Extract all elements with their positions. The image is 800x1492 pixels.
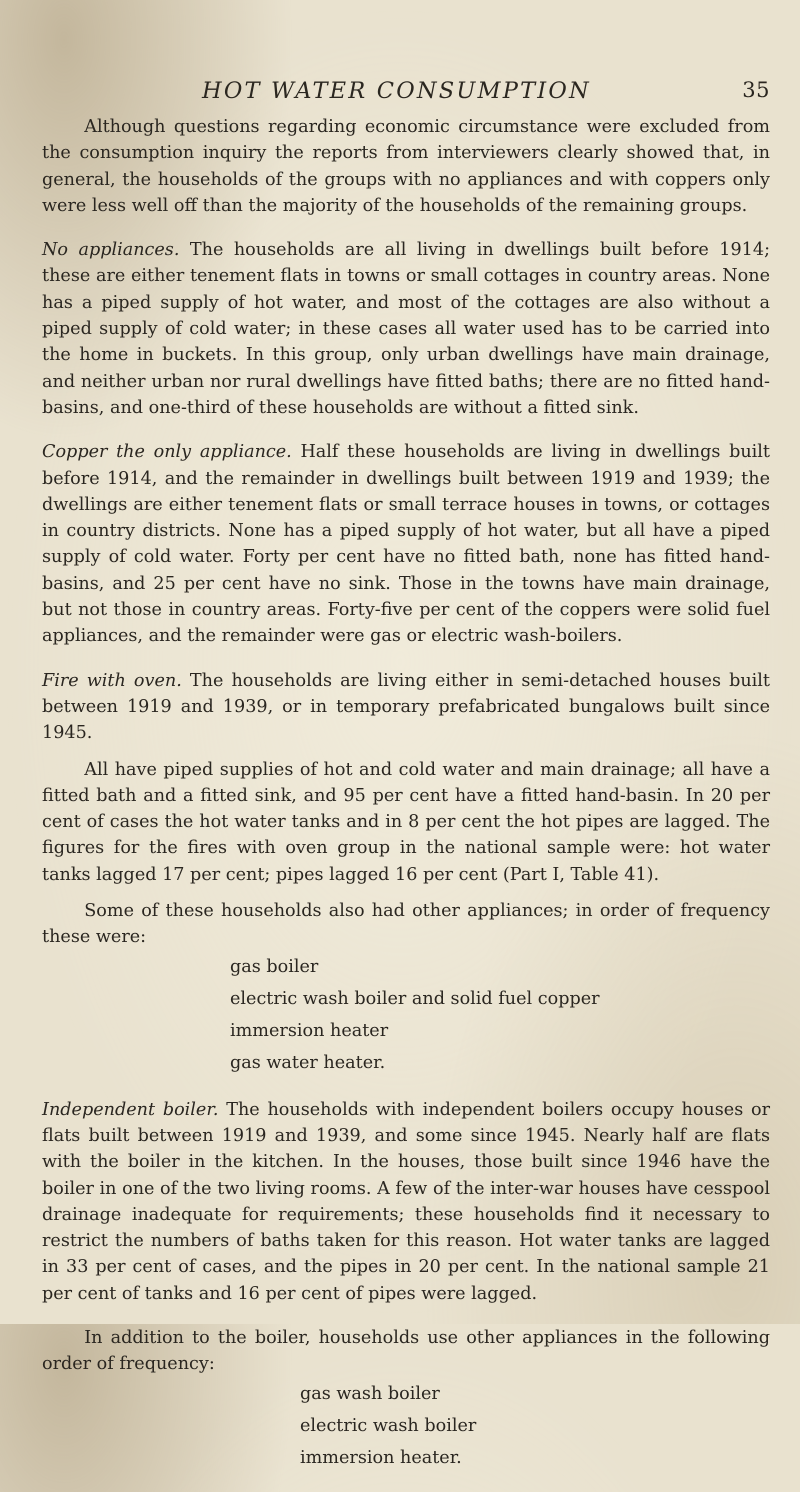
copper-only-paragraph [42, 439, 770, 649]
fire-oven-heading: Fire with oven. [42, 670, 182, 691]
list-item: immersion heater. [300, 1447, 462, 1468]
independent-boiler-heading: Independent boiler. [42, 1099, 219, 1120]
independent-boiler-text: The households with independent boilers occupy houses or flats built between 1919 and 1939, and some since 1945. Nearly half are flats with the boiler in the kitchen. In the houses, those built since 1946 have the boiler in one of the two living rooms. A few of the inter-war houses have cesspool drainage inadequate for requirements; these households find it necessary to restrict the numbers of baths taken for this reason. Hot water tanks are lagged in 33 per cent of cases, and the pipes in 20 per cent. In the national sample 21 per cent of tanks and 16 per cent of pipes were lagged. [42, 1099, 771, 1304]
no-appliances-paragraph [42, 237, 770, 421]
copper-only-text: Half these households are living in dwellings built before 1914, and the remainder in dwellings built between 1919 and 1939; the dwellings are either tenement flats or small terrace houses in towns, or cottages in country districts. None has a piped supply of hot water, but all have a piped supply of cold water. Forty per cent have no fitted bath, none has fitted hand-basins, and 25 per cent have no sink. Those in the towns have main drainage, but not those in country areas. Forty-five per cent of the coppers were solid fuel appliances, and the remainder were gas or electric wash-boilers. [42, 442, 770, 647]
intro-paragraph: Although questions regarding economic circumstance were excluded from the consumption inquiry the reports from interviewers clearly showed that, in general, the households of the groups with no appliances and with coppers only were less well off than the majority of the households of the remaining groups. [42, 117, 770, 216]
list-item: gas water heater. [230, 1052, 386, 1073]
list-item: gas boiler [230, 956, 319, 977]
no-appliances-text: The households are all living in dwellings built before 1914; these are either tenement flats in towns or small cottages in country areas. None has a piped supply of hot water, and most of the cottages are also without a piped supply of cold water; in these cases all water used has to be carried into the home in buckets. In this group, only urban dwellings have main drainage, and neither urban nor rural dwellings have fitted baths; there are no fitted hand-basins, and one-third of these households are without a fitted sink. [42, 240, 770, 418]
boiler-addition-paragraph: In addition to the boiler, households use other appliances in the following order of frequency: [42, 1327, 770, 1375]
fire-oven-supplies-paragraph: All have piped supplies of hot and cold water and main drainage; all have a fitted bath and a fitted sink, and 95 per cent have a fitted hand-basin. In 20 per cent of cases the hot water tanks and in 8 per cent the hot pipes are lagged. The figures for the fires with oven group in the national sample were: hot water tanks lagged 17 per cent; pipes lagged 16 per cent (Part I, Table 41). [42, 759, 770, 885]
page-number: 35 [742, 78, 770, 102]
fire-oven-text: The households are living either in semi-detached houses built between 1919 and 1939, or in temporary prefabricated bungalows built since 1945. [42, 670, 770, 744]
fire-oven-appliance-list [42, 951, 770, 1079]
fire-oven-paragraph [42, 668, 770, 747]
no-appliances-heading: No appliances. [42, 240, 180, 261]
body-text [42, 114, 770, 1492]
running-title: HOT WATER CONSUMPTION [202, 78, 591, 104]
independent-boiler-paragraph [42, 1097, 770, 1307]
list-item: gas wash boiler [300, 1383, 440, 1404]
list-item: immersion heater [230, 1020, 389, 1041]
list-item: electric wash boiler and solid fuel copper [230, 988, 600, 1009]
other-appliances-paragraph: Some of these households also had other appliances; in order of frequency these were: [42, 901, 770, 948]
list-item: electric wash boiler [300, 1415, 477, 1436]
copper-only-heading: Copper the only appliance. [42, 442, 292, 463]
page-header [42, 78, 770, 112]
boiler-appliance-list [42, 1378, 770, 1474]
